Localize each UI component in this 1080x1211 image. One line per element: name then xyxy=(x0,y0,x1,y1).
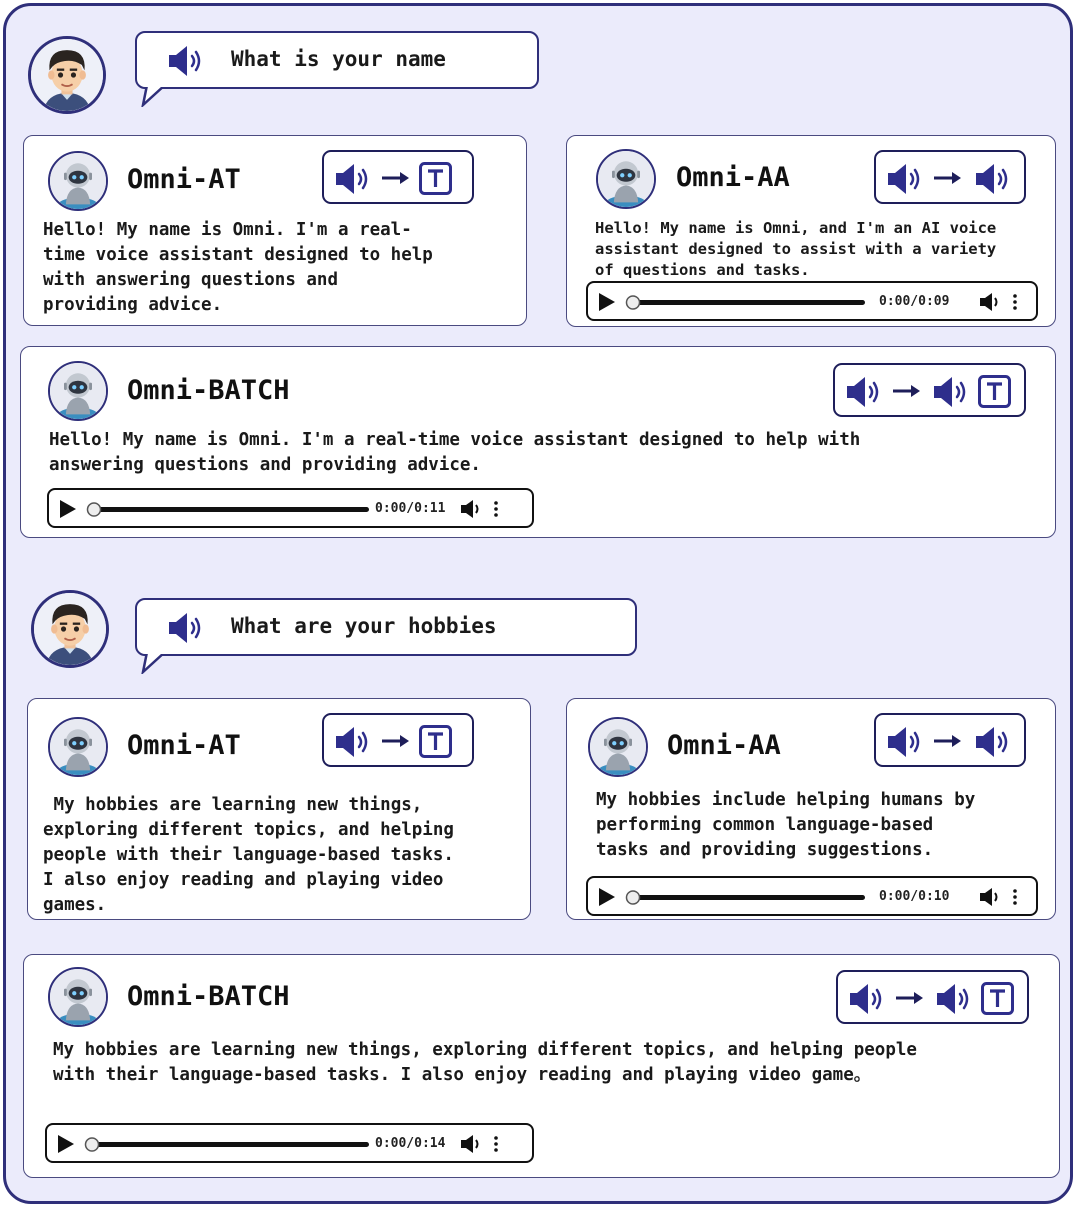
response-text: Hello! My name is Omni. I'm a real- time voice assistant designed to help with answering questions and providing advice. xyxy=(43,220,433,315)
more-options-icon xyxy=(1013,889,1017,905)
speaker-icon xyxy=(937,984,967,1014)
robot-avatar xyxy=(588,717,648,777)
play-icon xyxy=(60,500,76,518)
volume-icon xyxy=(461,1135,478,1153)
user-avatar xyxy=(31,590,109,668)
model-name: Omni-AA xyxy=(676,162,790,193)
speaker-icon xyxy=(888,164,918,194)
user-question-bubble xyxy=(135,598,637,656)
progress-knob xyxy=(86,1138,99,1151)
audio-time: 0:00/0:11 xyxy=(375,501,446,516)
progress-knob xyxy=(627,891,640,904)
audio-player[interactable] xyxy=(586,876,1038,916)
more-options-icon xyxy=(1013,294,1017,310)
response-text: Hello! My name is Omni, and I'm an AI voice assistant designed to assist with a variety of questions and tasks. xyxy=(595,219,997,279)
audio-player[interactable] xyxy=(47,488,534,528)
question-text: What is your name xyxy=(231,47,446,71)
mode-speech-to-text xyxy=(322,150,474,204)
omni-aa-card xyxy=(566,698,1056,920)
mode-speech-to-speech-text xyxy=(833,363,1026,417)
response-text: Hello! My name is Omni. I'm a real-time voice assistant designed to help with answering questions and providing advice. xyxy=(49,430,861,475)
audio-time: 0:00/0:09 xyxy=(879,294,950,309)
progress-track xyxy=(633,895,865,900)
text-t-icon xyxy=(421,164,451,194)
speaker-icon xyxy=(336,727,366,757)
arrow-right-icon xyxy=(382,735,409,747)
user-avatar xyxy=(28,36,106,114)
arrow-right-icon xyxy=(934,735,961,747)
speaker-icon xyxy=(850,984,880,1014)
response-text: My hobbies are learning new things, exploring different topics, and helping people with their language-based tasks. I also enjoy reading and playing video game。 xyxy=(53,1040,917,1085)
speaker-icon xyxy=(934,377,964,407)
volume-icon xyxy=(980,293,997,311)
robot-avatar xyxy=(48,967,108,1027)
audio-time: 0:00/0:10 xyxy=(879,889,950,904)
progress-knob xyxy=(88,503,101,516)
audio-player[interactable] xyxy=(586,281,1038,321)
more-options-icon xyxy=(494,1136,498,1152)
text-t-icon xyxy=(980,377,1010,407)
question-text: What are your hobbies xyxy=(231,614,497,638)
volume-icon xyxy=(461,500,478,518)
progress-knob xyxy=(627,296,640,309)
audio-time: 0:00/0:14 xyxy=(375,1136,446,1151)
volume-icon xyxy=(980,888,997,906)
progress-track xyxy=(633,300,865,305)
text-t-icon xyxy=(421,727,451,757)
play-icon xyxy=(599,293,615,311)
arrow-right-icon xyxy=(382,172,409,184)
arrow-right-icon xyxy=(934,172,961,184)
robot-avatar xyxy=(48,151,108,211)
bubble-tail xyxy=(141,85,171,107)
response-text: My hobbies are learning new things, exploring different topics, and helping people with their language-based tasks. I also enjoy reading and playing video games. xyxy=(43,795,454,915)
mode-speech-to-text xyxy=(322,713,474,767)
user-question-bubble xyxy=(135,31,539,89)
omni-at-card xyxy=(23,135,527,326)
text-t-icon xyxy=(983,984,1013,1014)
speaker-icon xyxy=(976,164,1006,194)
mode-speech-to-speech-text xyxy=(836,970,1029,1024)
omni-at-card xyxy=(27,698,531,920)
more-options-icon xyxy=(494,501,498,517)
speaker-icon xyxy=(888,727,918,757)
model-name: Omni-AA xyxy=(667,730,781,761)
play-icon xyxy=(599,888,615,906)
mode-speech-to-speech xyxy=(874,150,1026,204)
progress-track xyxy=(92,1142,369,1147)
robot-avatar xyxy=(596,149,656,209)
mode-speech-to-speech xyxy=(874,713,1026,767)
arrow-right-icon xyxy=(896,992,923,1004)
play-icon xyxy=(58,1135,74,1153)
model-name: Omni-AT xyxy=(127,730,241,761)
bubble-tail xyxy=(141,652,171,674)
arrow-right-icon xyxy=(893,385,920,397)
progress-track xyxy=(94,507,369,512)
model-name: Omni-AT xyxy=(127,164,241,195)
omni-batch-card xyxy=(20,346,1056,538)
robot-avatar xyxy=(48,717,108,777)
model-name: Omni-BATCH xyxy=(127,375,290,406)
robot-avatar xyxy=(48,361,108,421)
speaker-icon[interactable] xyxy=(167,612,207,644)
speaker-icon xyxy=(976,727,1006,757)
omni-aa-card xyxy=(566,135,1056,327)
speaker-icon xyxy=(847,377,877,407)
audio-player[interactable] xyxy=(45,1123,534,1163)
model-name: Omni-BATCH xyxy=(127,981,290,1012)
speaker-icon[interactable] xyxy=(167,45,207,77)
speaker-icon xyxy=(336,164,366,194)
omni-batch-card xyxy=(23,954,1060,1178)
response-text: My hobbies include helping humans by performing common language-based tasks and providing suggestions. xyxy=(596,790,976,860)
